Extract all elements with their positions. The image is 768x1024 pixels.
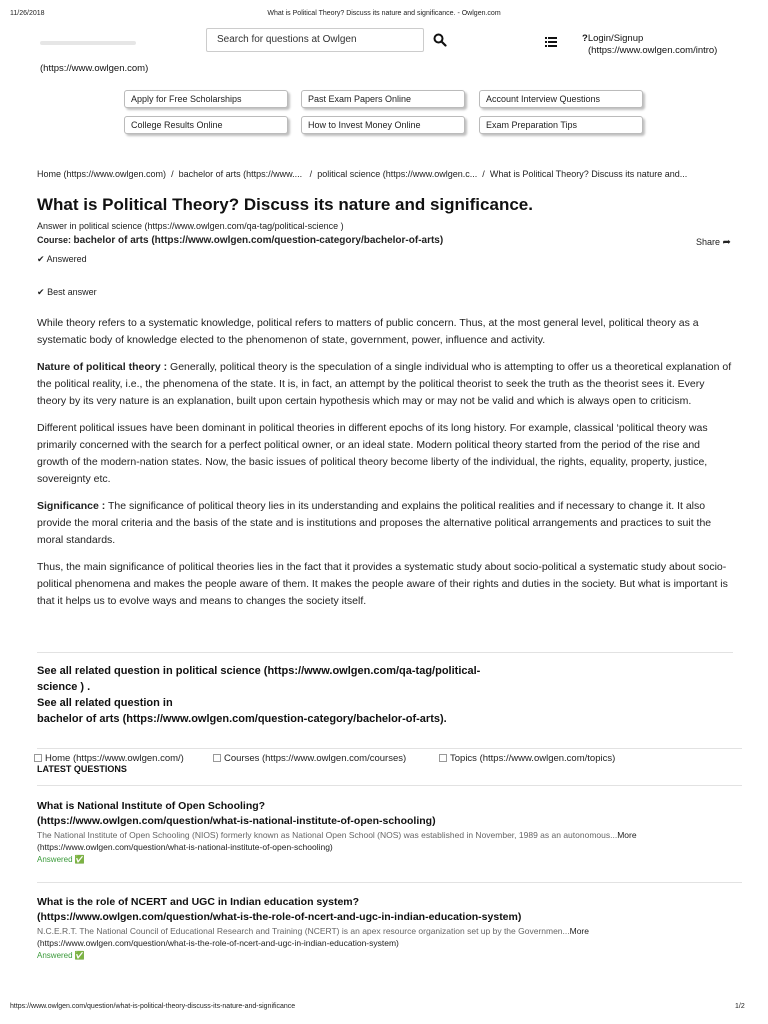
checkbox-icon (439, 754, 447, 762)
footer-topics-link[interactable]: Topics (https://www.owlgen.com/topics) (439, 753, 615, 764)
answer-paragraph: While theory refers to a systematic knowledge, political refers to matters of public concern. Thus, at the most general level, political theory as a systematic body of knowledge elected to the phenomenon of state, government, power, influence and activity. (37, 317, 699, 346)
more-link[interactable]: More (617, 830, 637, 840)
promo-past-papers[interactable]: Past Exam Papers Online (301, 90, 465, 108)
breadcrumb-current: What is Political Theory? Discuss its nature and... (489, 169, 688, 179)
login-label: Login/Signup (587, 33, 644, 44)
footer-home-link[interactable]: Home (https://www.owlgen.com/) (34, 753, 184, 764)
search-input[interactable]: Search for questions at Owlgen (206, 28, 424, 52)
logo-icon (40, 38, 140, 48)
search-icon[interactable] (433, 33, 447, 52)
menu-list-icon[interactable] (545, 34, 557, 52)
print-page-number: 1/2 (735, 1003, 745, 1010)
course-line (37, 235, 443, 246)
best-answer-badge (37, 287, 97, 298)
promo-exam-tips[interactable]: Exam Preparation Tips (479, 116, 643, 134)
promo-scholarships[interactable]: Apply for Free Scholarships (124, 90, 288, 108)
answer-paragraph-nature (37, 359, 733, 410)
related-section (37, 663, 507, 727)
significance-label: Significance : (37, 500, 106, 512)
promo-invest-money[interactable]: How to Invest Money Online (301, 116, 465, 134)
answer-in-tag[interactable]: Answer in political science (https://www.owlgen.com/qa-tag/political-science ) (37, 221, 344, 231)
related-line-2[interactable]: science ) . (37, 681, 91, 693)
more-link-url[interactable]: (https://www.owlgen.com/question/what-is-national-institute-of-open-schooling) (37, 842, 333, 852)
check-circle-icon: ✅ (74, 951, 85, 960)
related-political-science-link[interactable]: political science (https://www.owlgen.com/qa-tag/political- (175, 665, 481, 677)
latest-question-title[interactable]: What is National Institute of Open Schooling? (37, 800, 266, 812)
login-link[interactable] (582, 33, 643, 44)
site-logo[interactable] (40, 35, 140, 45)
print-date: 11/26/2018 (10, 10, 45, 17)
answered-badge (37, 254, 87, 265)
footer-courses-link[interactable]: Courses (https://www.owlgen.com/courses) (213, 753, 406, 764)
answer-paragraph: Different political issues have been dominant in political theories in different epochs of its long history. For example, classical ‘political theory was primarily concerned with the search for a perfect political owner, or an ideal state. Modern political theory started from the period of the rise and growth of the modern-nation states. Now, the basic issues of political theory become liberty of the individual, the rights, equality, property, justice, sovereignty etc. (37, 422, 708, 485)
best-answer-label: Best answer (47, 287, 97, 297)
check-circle-icon: ✅ (74, 855, 85, 864)
latest-question-url[interactable]: (https://www.owlgen.com/question/what-is-the-role-of-ncert-and-ugc-in-indian-education-system) (37, 911, 522, 923)
latest-question-title[interactable]: What is the role of NCERT and UGC in Indian education system? (37, 896, 360, 908)
print-footer-url: https://www.owlgen.com/question/what-is-political-theory-discuss-its-nature-and-significance (10, 1003, 296, 1010)
login-url[interactable]: (https://www.owlgen.com/intro) (588, 45, 718, 56)
nature-text: Generally, political theory is the speculation of a single individual who is attempting to offer us a theoretical explanation of the political reality, i.e., the phenomena of the state. It is, in fact, an attempt by the political theorist to seek the truth as the theorist sees it. Every theory by its very nature is an explanation, built upon certain hypothesis which may or may not be valid and which is always open to criticism. (37, 361, 732, 407)
login-icon: ? (582, 33, 588, 44)
answered-label: Answered (46, 254, 87, 264)
share-icon: ➦ (722, 237, 731, 248)
breadcrumb-home[interactable]: Home (https://www.owlgen.com) (37, 169, 167, 179)
promo-college-results[interactable]: College Results Online (124, 116, 288, 134)
answer-paragraph-significance (37, 498, 733, 549)
breadcrumb: Home (https://www.owlgen.com) / bachelor of arts (https://www.... / political science (https://www.owlgen.c... / What is Political Theory? Discuss its nature and... (37, 169, 688, 179)
significance-text: The significance of political theory lies in its understanding and explains the political realities and if necessary to change it. It also provide the moral criteria and the basis of the state and is institutions and proposes the alternative political arrangements and practices to suit the moral standards. (37, 500, 712, 546)
share-button[interactable] (696, 237, 731, 248)
latest-question-url[interactable]: (https://www.owlgen.com/question/what-is-national-institute-of-open-schooling) (37, 815, 436, 827)
breadcrumb-subcategory[interactable]: political science (https://www.owlgen.c... (317, 169, 478, 179)
latest-question-item (37, 799, 737, 864)
check-icon: ✔ (37, 254, 45, 264)
nature-label: Nature of political theory : (37, 361, 168, 373)
latest-questions-heading: LATEST QUESTIONS (37, 764, 127, 774)
latest-question-item (37, 895, 737, 960)
home-url[interactable]: (https://www.owlgen.com) (40, 63, 149, 74)
related-bachelor-link[interactable]: bachelor of arts (https://www.owlgen.com/question-category/bachelor-of-arts). (37, 713, 447, 725)
page-title: What is Political Theory? Discuss its nature and significance. (37, 195, 533, 214)
answer-body (37, 315, 733, 610)
print-title: What is Political Theory? Discuss its nature and significance. - Owlgen.com (267, 10, 501, 17)
check-icon: ✔ (37, 287, 45, 297)
answer-paragraph: Thus, the main significance of political theories lies in the fact that it provides a systematic study about socio-political a systematic study about socio-political phenomena and makes the people aware of them. It makes the people aware of their rights and duties in the society. But what is important is that it helps us to evolve ways and means to changes the society itself. (37, 561, 728, 607)
answered-status: Answered ✅ (37, 855, 85, 864)
more-link[interactable]: More (569, 926, 589, 936)
course-label: Course: (37, 235, 72, 245)
breadcrumb-category[interactable]: bachelor of arts (https://www.... (178, 169, 303, 179)
checkbox-icon (213, 754, 221, 762)
answered-status: Answered ✅ (37, 951, 85, 960)
course-link[interactable]: bachelor of arts (https://www.owlgen.com/question-category/bachelor-of-arts) (73, 235, 444, 246)
latest-question-snippet: The National Institute of Open Schooling (NIOS) formerly known as National Open School (NOS) was established in November, 1989 as an autonomous...More (37, 830, 637, 840)
share-label: Share (696, 237, 721, 247)
more-link-url[interactable]: (https://www.owlgen.com/question/what-is-the-role-of-ncert-and-ugc-in-indian-education-system) (37, 938, 399, 948)
checkbox-icon (34, 754, 42, 762)
promo-interview[interactable]: Account Interview Questions (479, 90, 643, 108)
latest-question-snippet: N.C.E.R.T. The National Council of Educational Research and Training (NCERT) is an apex resource organization set up by the Governmen...More (37, 926, 589, 936)
related-line-3: See all related question in (37, 697, 173, 709)
related-line-1: See all related question in political science (https://www.owlgen.com/qa-tag/political- (37, 665, 481, 677)
